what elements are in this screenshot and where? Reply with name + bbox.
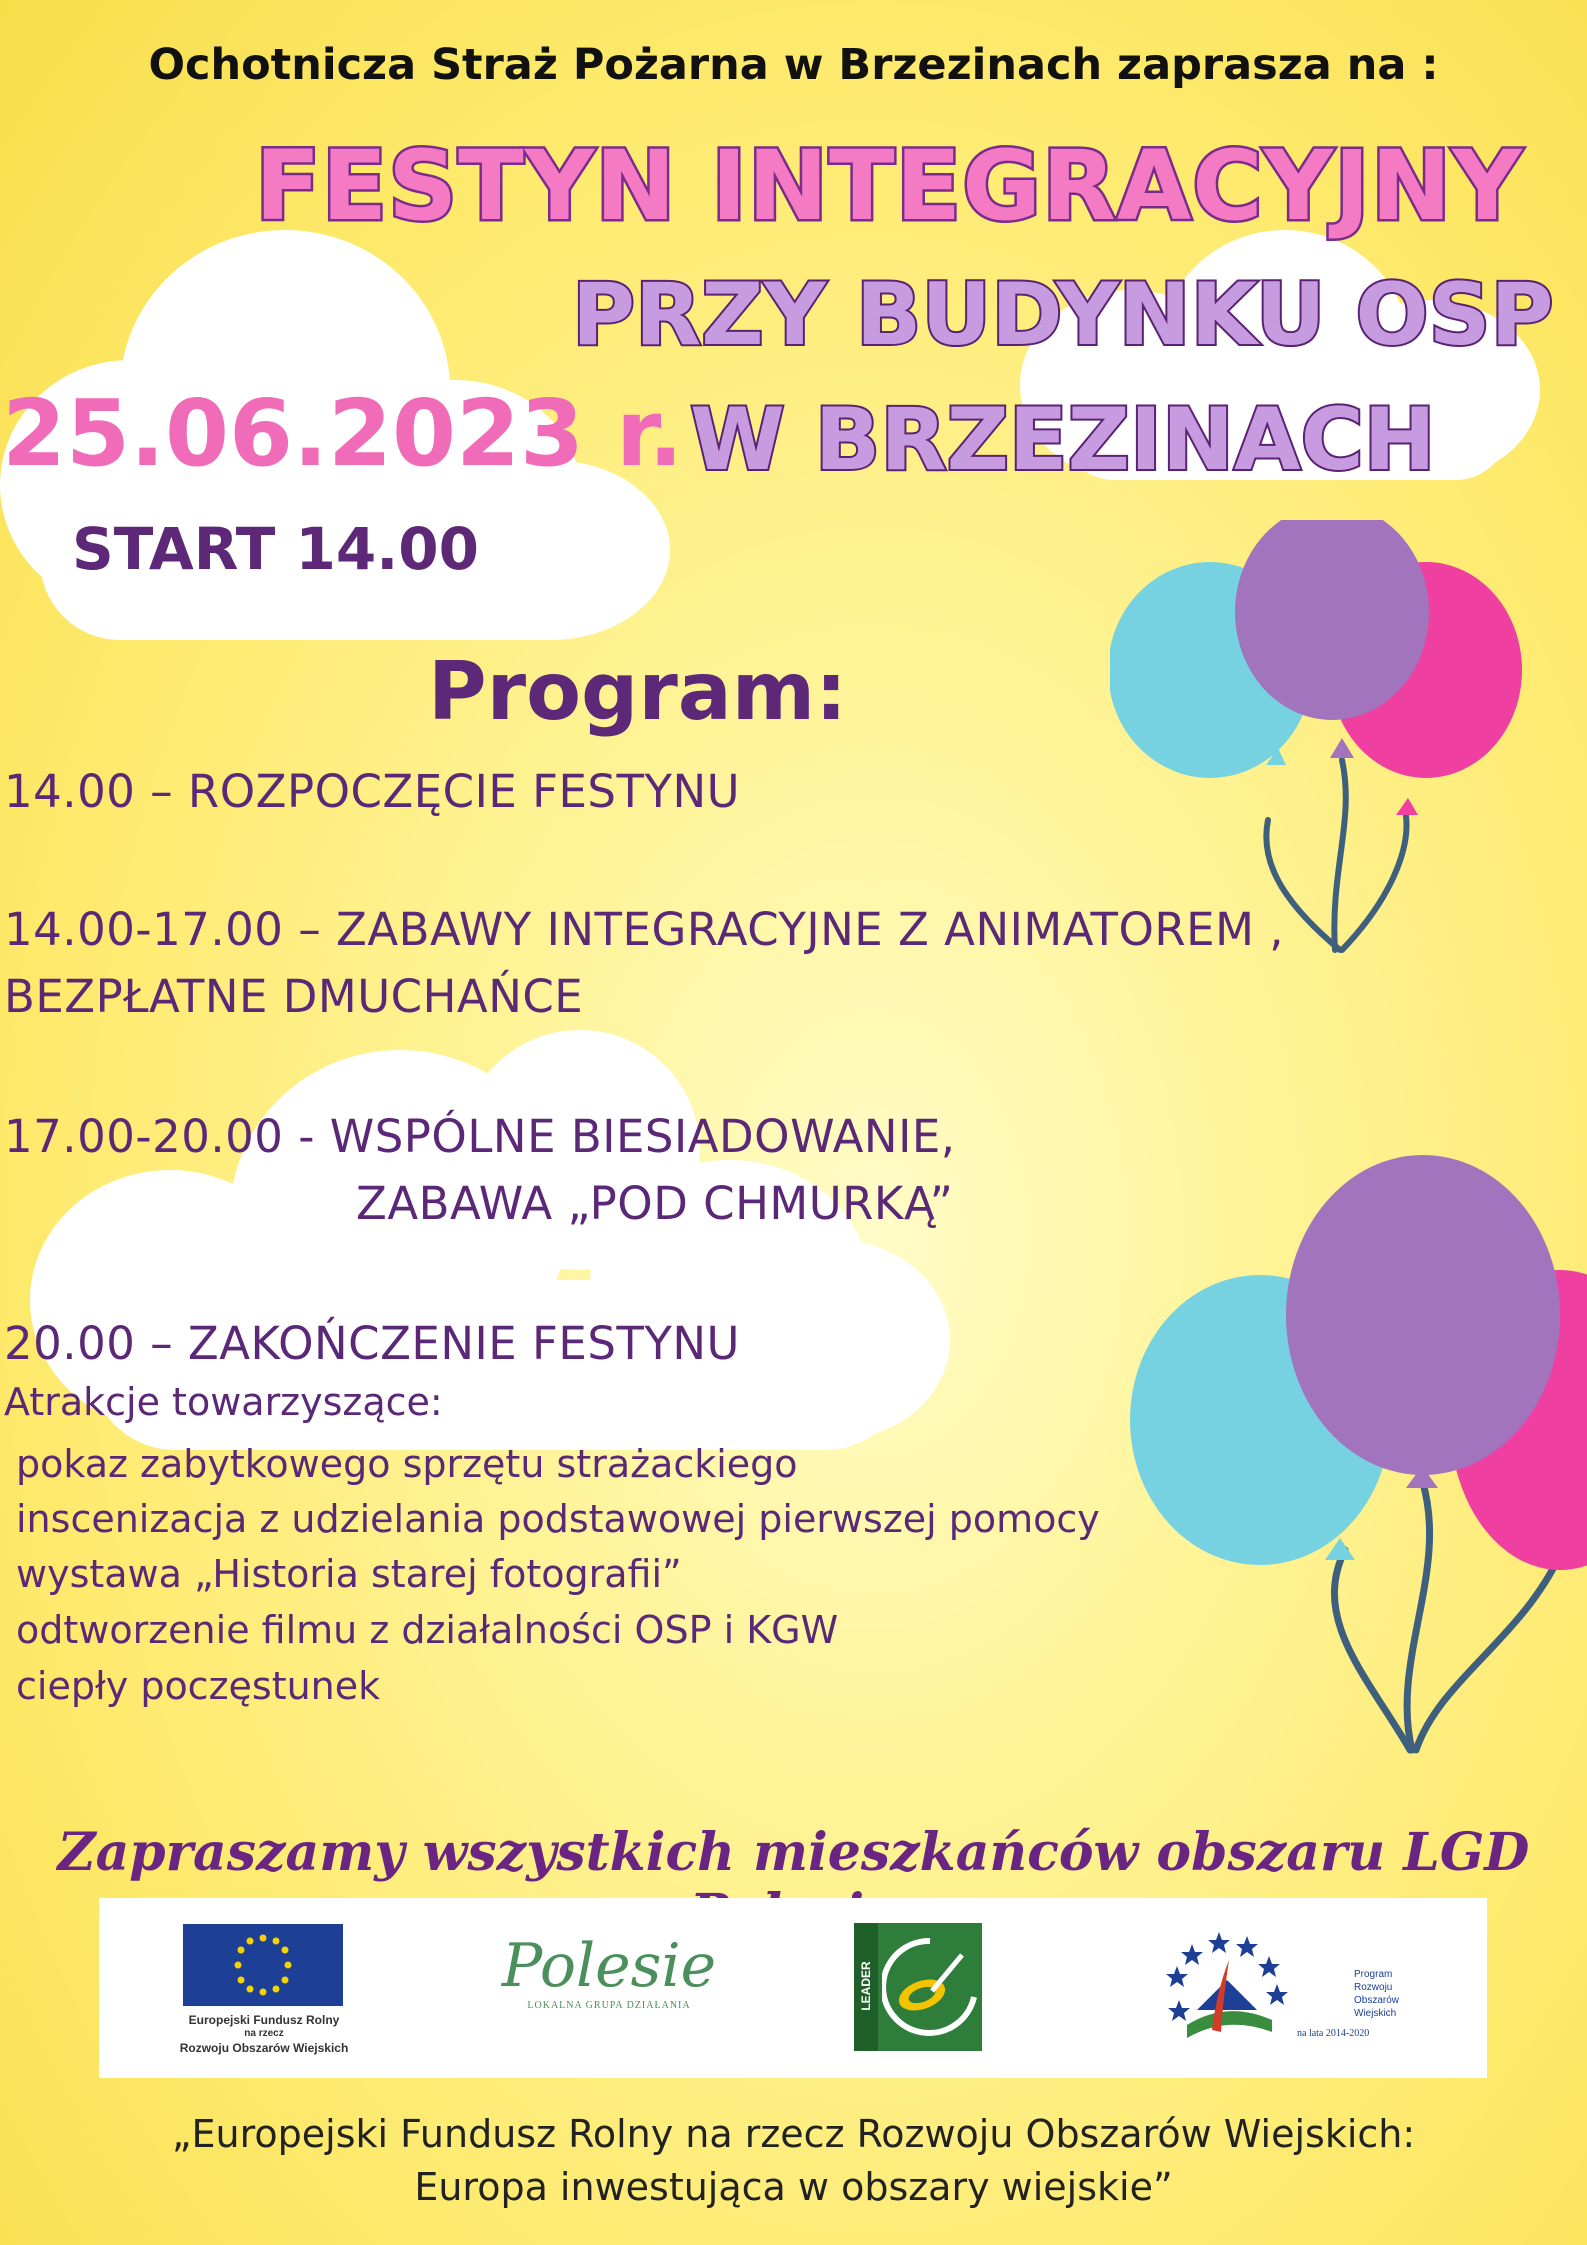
- invite-line: Zapraszamy wszystkich mieszkańców obszaru LGD: [57, 1822, 1530, 1883]
- prow-logo-icon: [1157, 1920, 1297, 2050]
- program-item: ZABAWA „POD CHMURKĄ”: [356, 1177, 954, 1230]
- footer-line-1: „Europejski Fundusz Rolny na rzecz Rozwoju Obszarów Wiejskich:: [171, 2112, 1416, 2156]
- program-heading: Program:: [428, 645, 848, 738]
- footer-line-2: Europa inwestująca w obszary wiejskie”: [414, 2165, 1173, 2210]
- eu-caption: Europejski Fundusz Rolny na rzecz Rozwoju Obszarów Wiejskich: [179, 2013, 349, 2055]
- leader-logo: LEADER: [854, 1923, 982, 2051]
- sponsor-logos: [99, 1898, 1487, 2078]
- festival-title: FESTYN INTEGRACYJNY: [255, 130, 1523, 242]
- program-item: 17.00-20.00 - WSPÓLNE BIESIADOWANIE,: [4, 1110, 956, 1163]
- funding-footer: [0, 2108, 1587, 2214]
- program-item: 14.00-17.00 – ZABAWY INTEGRACYJNE Z ANIMATOREM ,: [4, 903, 1285, 956]
- eu-flag-icon: [183, 1924, 343, 2006]
- attraction-item: odtworzenie filmu z działalności OSP i KGW: [16, 1608, 839, 1652]
- location-line-2: W BRZEZINACH: [690, 390, 1436, 490]
- prow-years: na lata 2014-2020: [1297, 2028, 1370, 2039]
- attraction-item: pokaz zabytkowego sprzętu strażackiego: [16, 1442, 798, 1486]
- prow-caption: Program Rozwoju Obszarów Wiejskich: [1354, 1969, 1400, 2019]
- program-item: 14.00 – ROZPOCZĘCIE FESTYNU: [4, 765, 741, 818]
- program-item: BEZPŁATNE DMUCHAŃCE: [4, 970, 584, 1023]
- balloons-bottom-icon: [1120, 1120, 1587, 1760]
- invitation-header: Ochotnicza Straż Pożarna w Brzezinach zaprasza na :: [148, 40, 1439, 90]
- balloons-top-icon: [1110, 520, 1570, 960]
- attractions-heading: Atrakcje towarzyszące:: [4, 1380, 443, 1424]
- polesie-logo: Polesie LOKALNA GRUPA DZIAŁANIA: [501, 1931, 717, 2011]
- event-date: 25.06.2023 r.: [2, 380, 684, 487]
- attraction-item: inscenizacja z udzielania podstawowej pierwszej pomocy: [16, 1497, 1100, 1541]
- start-time: START 14.00: [72, 515, 479, 583]
- location-line-1: PRZY BUDYNKU OSP: [572, 265, 1554, 365]
- attraction-item: ciepły poczęstunek: [16, 1664, 381, 1708]
- program-item: 20.00 – ZAKOŃCZENIE FESTYNU: [4, 1317, 740, 1370]
- attraction-item: wystawa „Historia starej fotografii”: [16, 1552, 682, 1596]
- balloon-purple: [1286, 1155, 1560, 1475]
